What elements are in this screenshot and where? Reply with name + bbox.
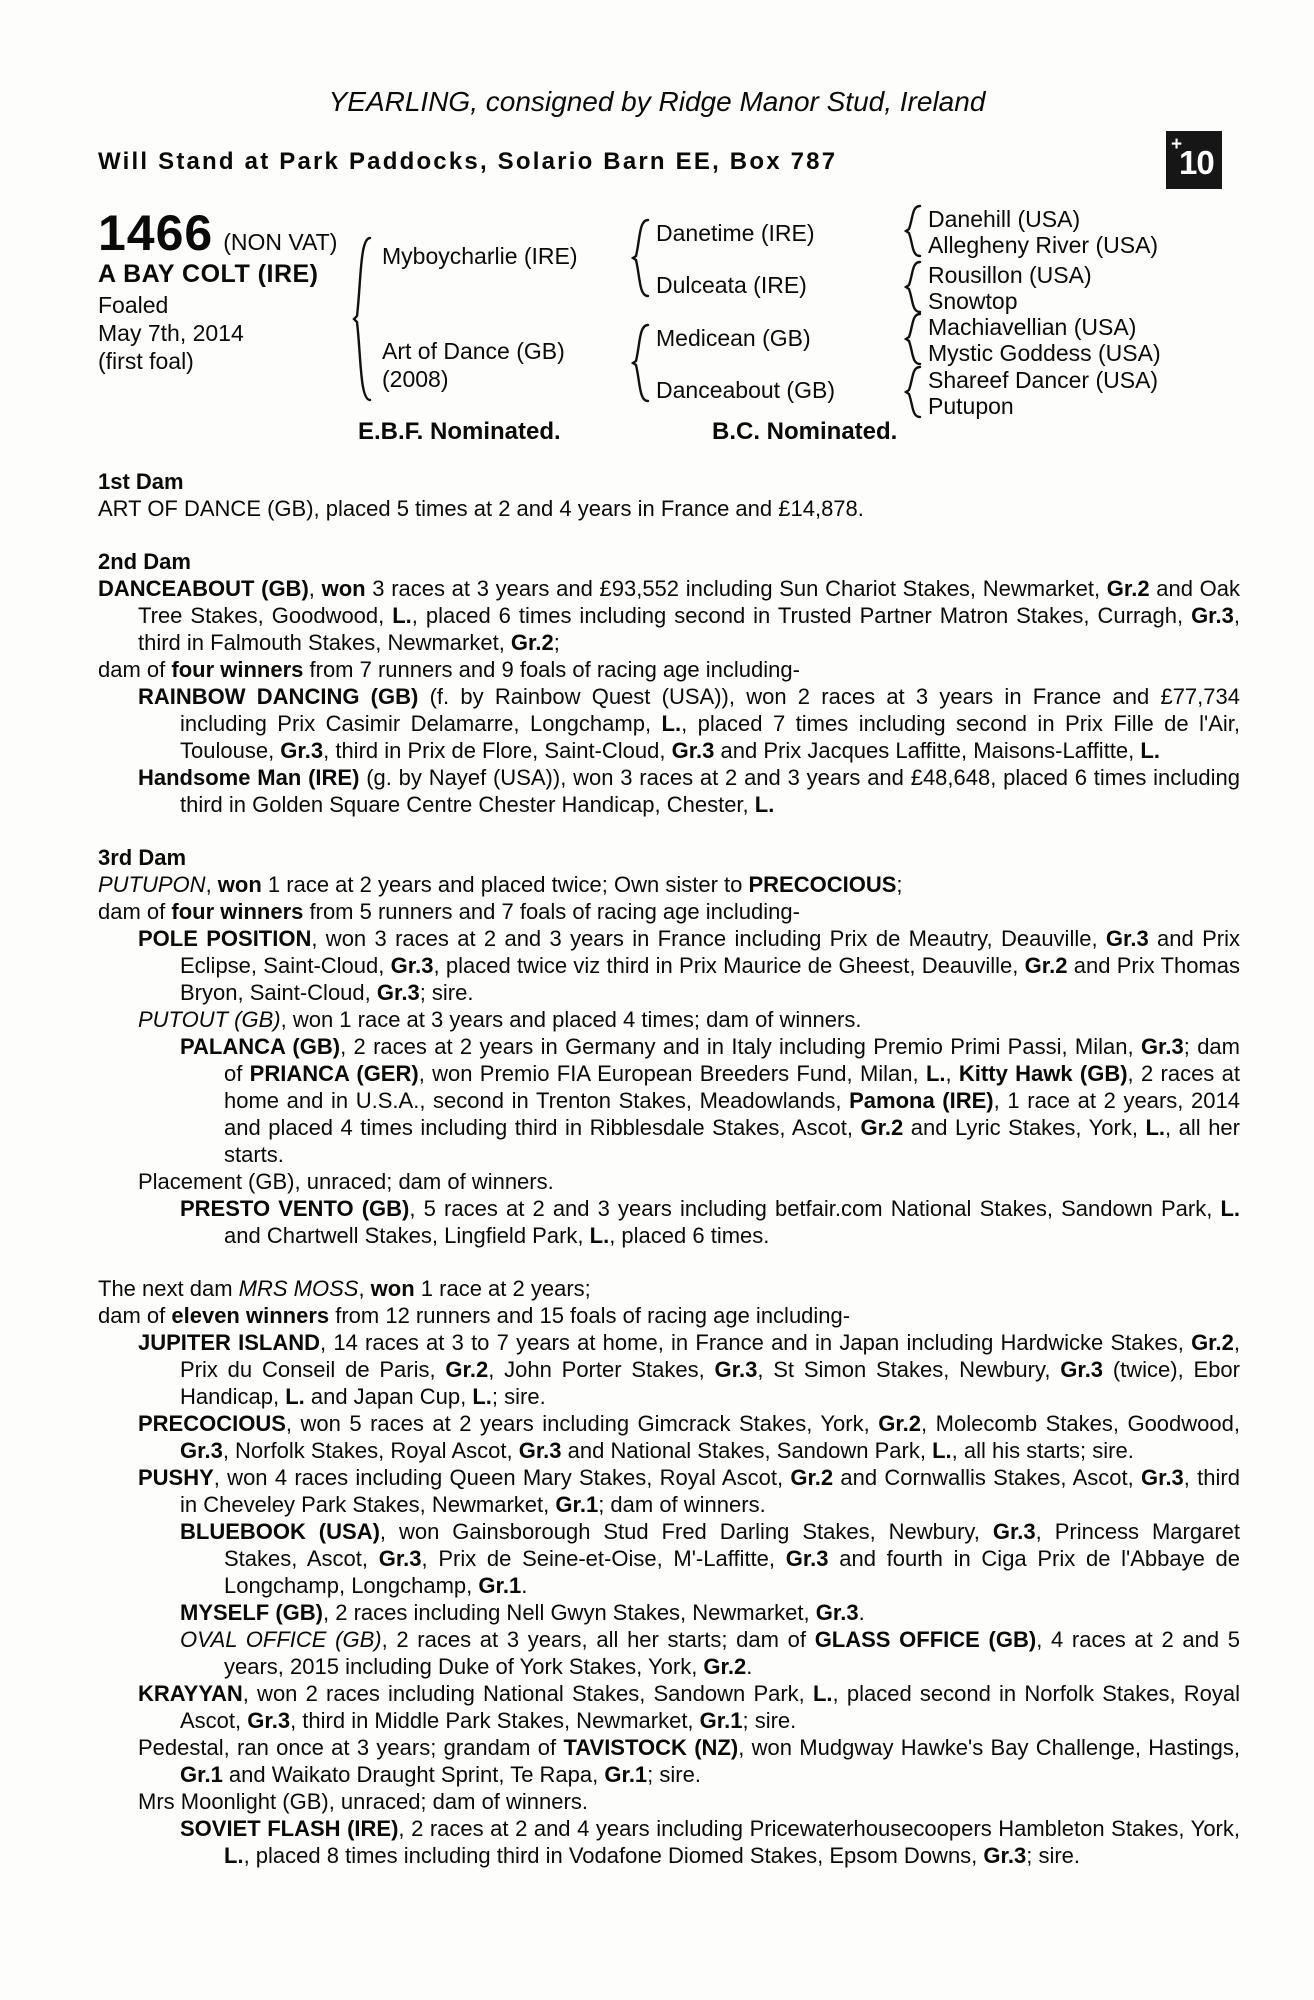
dam-section	[98, 548, 1240, 818]
catalog-paragraph: dam of eleven winners from 12 runners and 15 foals of racing age including-	[98, 1303, 851, 1328]
catalog-paragraph: PRECOCIOUS, won 5 races at 2 years including Gimcrack Stakes, York, Gr.2, Molecomb Stakes, Goodwood, Gr.3, Norfolk Stakes, Royal Ascot, Gr.3 and National Stakes, Sandown Park, L., all his starts; sire.	[138, 1411, 1240, 1463]
pedigree-gen3-5: Machiavellian (USA)	[928, 314, 1137, 340]
catalog-paragraph: Placement (GB), unraced; dam of winners.	[138, 1169, 554, 1194]
pedigree-gen3-6: Mystic Goddess (USA)	[928, 340, 1161, 366]
page-title: YEARLING, consigned by Ridge Manor Stud, Ireland	[328, 86, 986, 117]
catalog-paragraph: The next dam MRS MOSS, won 1 race at 2 years;	[98, 1276, 591, 1301]
plus-10-logo	[1166, 131, 1222, 189]
pedigree-gen3-2: Allegheny River (USA)	[928, 232, 1159, 258]
pedigree-brace-main	[348, 236, 374, 402]
pedigree-gen2-dam-dam: Danceabout (GB)	[656, 377, 835, 403]
pedigree-sire: Myboycharlie (IRE)	[382, 243, 578, 269]
plus-icon: +	[1171, 134, 1183, 155]
stand-location: Will Stand at Park Paddocks, Solario Barn EE, Box 787	[98, 148, 838, 175]
pedigree-dam: Art of Dance (GB)	[382, 338, 565, 364]
foaled-label: Foaled	[98, 292, 169, 318]
foal-note: (first foal)	[98, 348, 194, 374]
pedigree-brace-gen3-2	[902, 260, 924, 314]
pedigree-brace-gen3-4	[902, 365, 924, 419]
lot-number: 1466	[98, 205, 214, 261]
dam-section	[98, 1275, 1240, 1869]
pedigree-gen2-dam-sire: Medicean (GB)	[656, 325, 811, 351]
pedigree-gen3-4: Snowtop	[928, 288, 1018, 314]
catalog-paragraph: PUTUPON, won 1 race at 2 years and placed twice; Own sister to PRECOCIOUS;	[98, 872, 903, 897]
pedigree-gen3-1: Danehill (USA)	[928, 206, 1081, 232]
foaled-date: May 7th, 2014	[98, 320, 244, 346]
dam-heading: 3rd Dam	[98, 845, 187, 870]
catalog-paragraph: POLE POSITION, won 3 races at 2 and 3 years in France including Prix de Meautry, Deauville, Gr.3 and Prix Eclipse, Saint-Cloud, Gr.3, placed twice viz third in Prix Maurice de Gheest, Deauville, Gr.2 and Prix Thomas Bryon, Saint-Cloud, Gr.3; sire.	[138, 926, 1240, 1005]
catalog-paragraph: Pedestal, ran once at 3 years; grandam of TAVISTOCK (NZ), won Mudgway Hawke's Bay Challenge, Hastings, Gr.1 and Waikato Draught Sprint, Te Rapa, Gr.1; sire.	[138, 1735, 1240, 1787]
dam-heading: 2nd Dam	[98, 549, 191, 574]
catalog-paragraph: OVAL OFFICE (GB), 2 races at 3 years, all her starts; dam of GLASS OFFICE (GB), 4 races at 2 and 5 years, 2015 including Duke of York Stakes, York, Gr.2.	[180, 1627, 1241, 1679]
lot-header	[98, 204, 337, 262]
catalog-paragraph: JUPITER ISLAND, 14 races at 3 to 7 years at home, in France and in Japan including Hardwicke Stakes, Gr.2, Prix du Conseil de Paris, Gr.2, John Porter Stakes, Gr.3, St Simon Stakes, Newbury, Gr.3 (twice), Ebor Handicap, L. and Japan Cup, L.; sire.	[138, 1330, 1240, 1409]
catalog-paragraph: dam of four winners from 5 runners and 7 foals of racing age including-	[98, 899, 800, 924]
catalog-paragraph: PUSHY, won 4 races including Queen Mary Stakes, Royal Ascot, Gr.2 and Cornwallis Stakes, Ascot, Gr.3, third in Cheveley Park Stakes, Newmarket, Gr.1; dam of winners.	[138, 1465, 1240, 1517]
pedigree-gen3-8: Putupon	[928, 393, 1014, 419]
ebf-nomination: E.B.F. Nominated.	[358, 418, 561, 445]
pedigree-gen2-sire-sire: Danetime (IRE)	[656, 220, 815, 246]
lot-description: A BAY COLT (IRE)	[98, 260, 319, 288]
catalog-paragraph: MYSELF (GB), 2 races including Nell Gwyn Stakes, Newmarket, Gr.3.	[180, 1600, 865, 1625]
dam-section	[98, 844, 1240, 1249]
catalog-paragraph: PRESTO VENTO (GB), 5 races at 2 and 3 years including betfair.com National Stakes, Sandown Park, L. and Chartwell Stakes, Lingfield Park, L., placed 6 times.	[180, 1196, 1241, 1248]
catalog-paragraph: DANCEABOUT (GB), won 3 races at 3 years and £93,552 including Sun Chariot Stakes, Newmarket, Gr.2 and Oak Tree Stakes, Goodwood, L., placed 6 times including second in Trusted Partner Matron Stakes, Curragh, Gr.3, third in Falmouth Stakes, Newmarket, Gr.2;	[98, 576, 1241, 655]
dam-section	[98, 468, 1240, 522]
catalog-paragraph: RAINBOW DANCING (GB) (f. by Rainbow Quest (USA)), won 2 races at 3 years in France and £77,734 including Prix Casimir Delamarre, Longchamp, L., placed 7 times including second in Prix Fille de l'Air, Toulouse, Gr.3, third in Prix de Flore, Saint-Cloud, Gr.3 and Prix Jacques Laffitte, Maisons-Laffitte, L.	[138, 684, 1241, 763]
pedigree-brace-gen3-3	[902, 312, 924, 366]
catalog-paragraph: PALANCA (GB), 2 races at 2 years in Germany and in Italy including Premio Primi Passi, Milan, Gr.3; dam of PRIANCA (GER), won Premio FIA European Breeders Fund, Milan, L., Kitty Hawk (GB), 2 races at home and in U.S.A., second in Trenton Stakes, Meadowlands, Pamona (IRE), 1 race at 2 years, 2014 and placed 4 times including third in Ribblesdale Stakes, Ascot, Gr.2 and Lyric Stakes, York, L., all her starts.	[180, 1034, 1240, 1167]
catalog-paragraph: ART OF DANCE (GB), placed 5 times at 2 and 4 years in France and £14,878.	[98, 496, 864, 521]
lot-vat-status: (NON VAT)	[223, 229, 338, 255]
pedigree-brace-dam	[628, 323, 652, 403]
dam-heading: 1st Dam	[98, 469, 184, 494]
catalog-paragraph: dam of four winners from 7 runners and 9 foals of racing age including-	[98, 657, 800, 682]
catalog-paragraph: BLUEBOOK (USA), won Gainsborough Stud Fred Darling Stakes, Newbury, Gr.3, Princess Margaret Stakes, Ascot, Gr.3, Prix de Seine-et-Oise, M'-Laffitte, Gr.3 and fourth in Ciga Prix de l'Abbaye de Longchamp, Longchamp, Gr.1.	[180, 1519, 1241, 1598]
pedigree-gen3-3: Rousillon (USA)	[928, 262, 1092, 288]
catalog-paragraph: KRAYYAN, won 2 races including National Stakes, Sandown Park, L., placed second in Norfolk Stakes, Royal Ascot, Gr.3, third in Middle Park Stakes, Newmarket, Gr.1; sire.	[138, 1681, 1240, 1733]
catalog-paragraph: Handsome Man (IRE) (g. by Nayef (USA)), won 3 races at 2 and 3 years and £48,648, placed 6 times including third in Golden Square Centre Chester Handicap, Chester, L.	[138, 765, 1241, 817]
pedigree-gen2-sire-dam: Dulceata (IRE)	[656, 272, 807, 298]
catalog-body	[98, 468, 1240, 1895]
plus10-number: 10	[1179, 144, 1214, 181]
pedigree-dam-year: (2008)	[382, 366, 449, 392]
bc-nomination: B.C. Nominated.	[712, 418, 898, 445]
pedigree-brace-gen3-1	[902, 204, 924, 258]
catalog-paragraph: PUTOUT (GB), won 1 race at 3 years and placed 4 times; dam of winners.	[138, 1007, 862, 1032]
catalog-paragraph: Mrs Moonlight (GB), unraced; dam of winners.	[138, 1789, 588, 1814]
pedigree-brace-sire	[628, 218, 652, 298]
catalog-paragraph: SOVIET FLASH (IRE), 2 races at 2 and 4 years including Pricewaterhousecoopers Hambleton Stakes, York, L., placed 8 times including third in Vodafone Diomed Stakes, Epsom Downs, Gr.3; sire.	[180, 1816, 1240, 1868]
pedigree-gen3-7: Shareef Dancer (USA)	[928, 367, 1159, 393]
